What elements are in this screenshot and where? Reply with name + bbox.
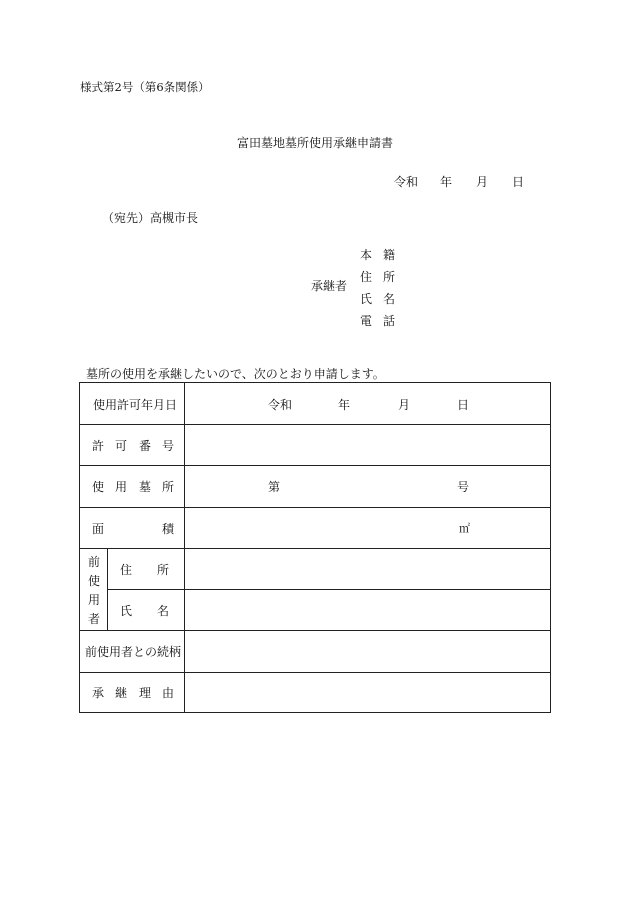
permit-number-label-c2: 可 (115, 439, 128, 453)
row-divider (80, 630, 550, 631)
applicant-field-name-c1: 氏 (360, 292, 373, 306)
date-year-label: 年 (440, 175, 453, 189)
column-divider (107, 548, 108, 630)
application-table (79, 382, 551, 713)
prev-user-group-c4: 者 (88, 612, 101, 626)
date-day-label: 日 (512, 175, 525, 189)
applicant-field-address-c2: 所 (383, 270, 396, 284)
prev-address-label-c2: 所 (157, 563, 170, 577)
area-unit: ㎡ (459, 522, 470, 535)
reason-label-c2: 継 (115, 686, 128, 700)
grave-number-prefix: 第 (268, 480, 281, 494)
applicant-field-phone-c1: 電 (360, 314, 373, 328)
form-number: 様式第2号（第6条関係） (80, 80, 210, 94)
area-label-c2: 積 (162, 522, 175, 536)
permit-number-label-c1: 許 (92, 439, 105, 453)
reason-label-c4: 由 (162, 686, 175, 700)
addressee: （宛先）高槻市長 (102, 211, 199, 225)
row-divider (107, 589, 550, 590)
applicant-field-name-c2: 名 (383, 292, 396, 306)
row-divider (80, 424, 550, 425)
column-divider (184, 383, 185, 712)
applicant-label: 承継者 (311, 279, 348, 293)
row-divider (80, 465, 550, 466)
permit-date-day-label: 日 (457, 398, 470, 412)
grave-label-c4: 所 (162, 480, 175, 494)
row-divider (80, 672, 550, 673)
grave-label-c3: 墓 (139, 480, 152, 494)
intro-text: 墓所の使用を承継したいので、次のとおり申請します。 (86, 367, 385, 381)
permit-number-label-c4: 号 (162, 439, 175, 453)
reason-label-c1: 承 (92, 686, 105, 700)
permit-date-month-label: 月 (398, 398, 411, 412)
applicant-field-honseki-c2: 籍 (383, 248, 396, 262)
prev-name-label-c1: 氏 (120, 604, 133, 618)
document-title: 富田墓地墓所使用承継申請書 (236, 136, 393, 150)
prev-user-group-c3: 用 (88, 593, 101, 607)
grave-label-c1: 使 (92, 480, 105, 494)
date-era: 令和 (394, 175, 419, 189)
applicant-field-phone-c2: 話 (383, 314, 396, 328)
reason-label-c3: 理 (139, 686, 152, 700)
area-label-c1: 面 (92, 522, 105, 536)
row-divider (80, 507, 550, 508)
permit-date-label: 使用許可年月日 (93, 398, 178, 412)
row-divider (80, 548, 550, 549)
prev-address-label-c1: 住 (120, 563, 133, 577)
relation-label: 前使用者との続柄 (85, 645, 182, 659)
applicant-field-address-c1: 住 (360, 270, 373, 284)
permit-date-era: 令和 (268, 398, 293, 412)
grave-number-suffix: 号 (457, 480, 470, 494)
permit-number-label-c3: 番 (139, 439, 152, 453)
permit-date-year-label: 年 (338, 398, 351, 412)
prev-user-group-c2: 使 (88, 574, 101, 588)
date-month-label: 月 (476, 175, 489, 189)
prev-name-label-c2: 名 (157, 604, 170, 618)
grave-label-c2: 用 (115, 480, 128, 494)
applicant-field-honseki-c1: 本 (360, 248, 373, 262)
prev-user-group-c1: 前 (88, 555, 101, 569)
